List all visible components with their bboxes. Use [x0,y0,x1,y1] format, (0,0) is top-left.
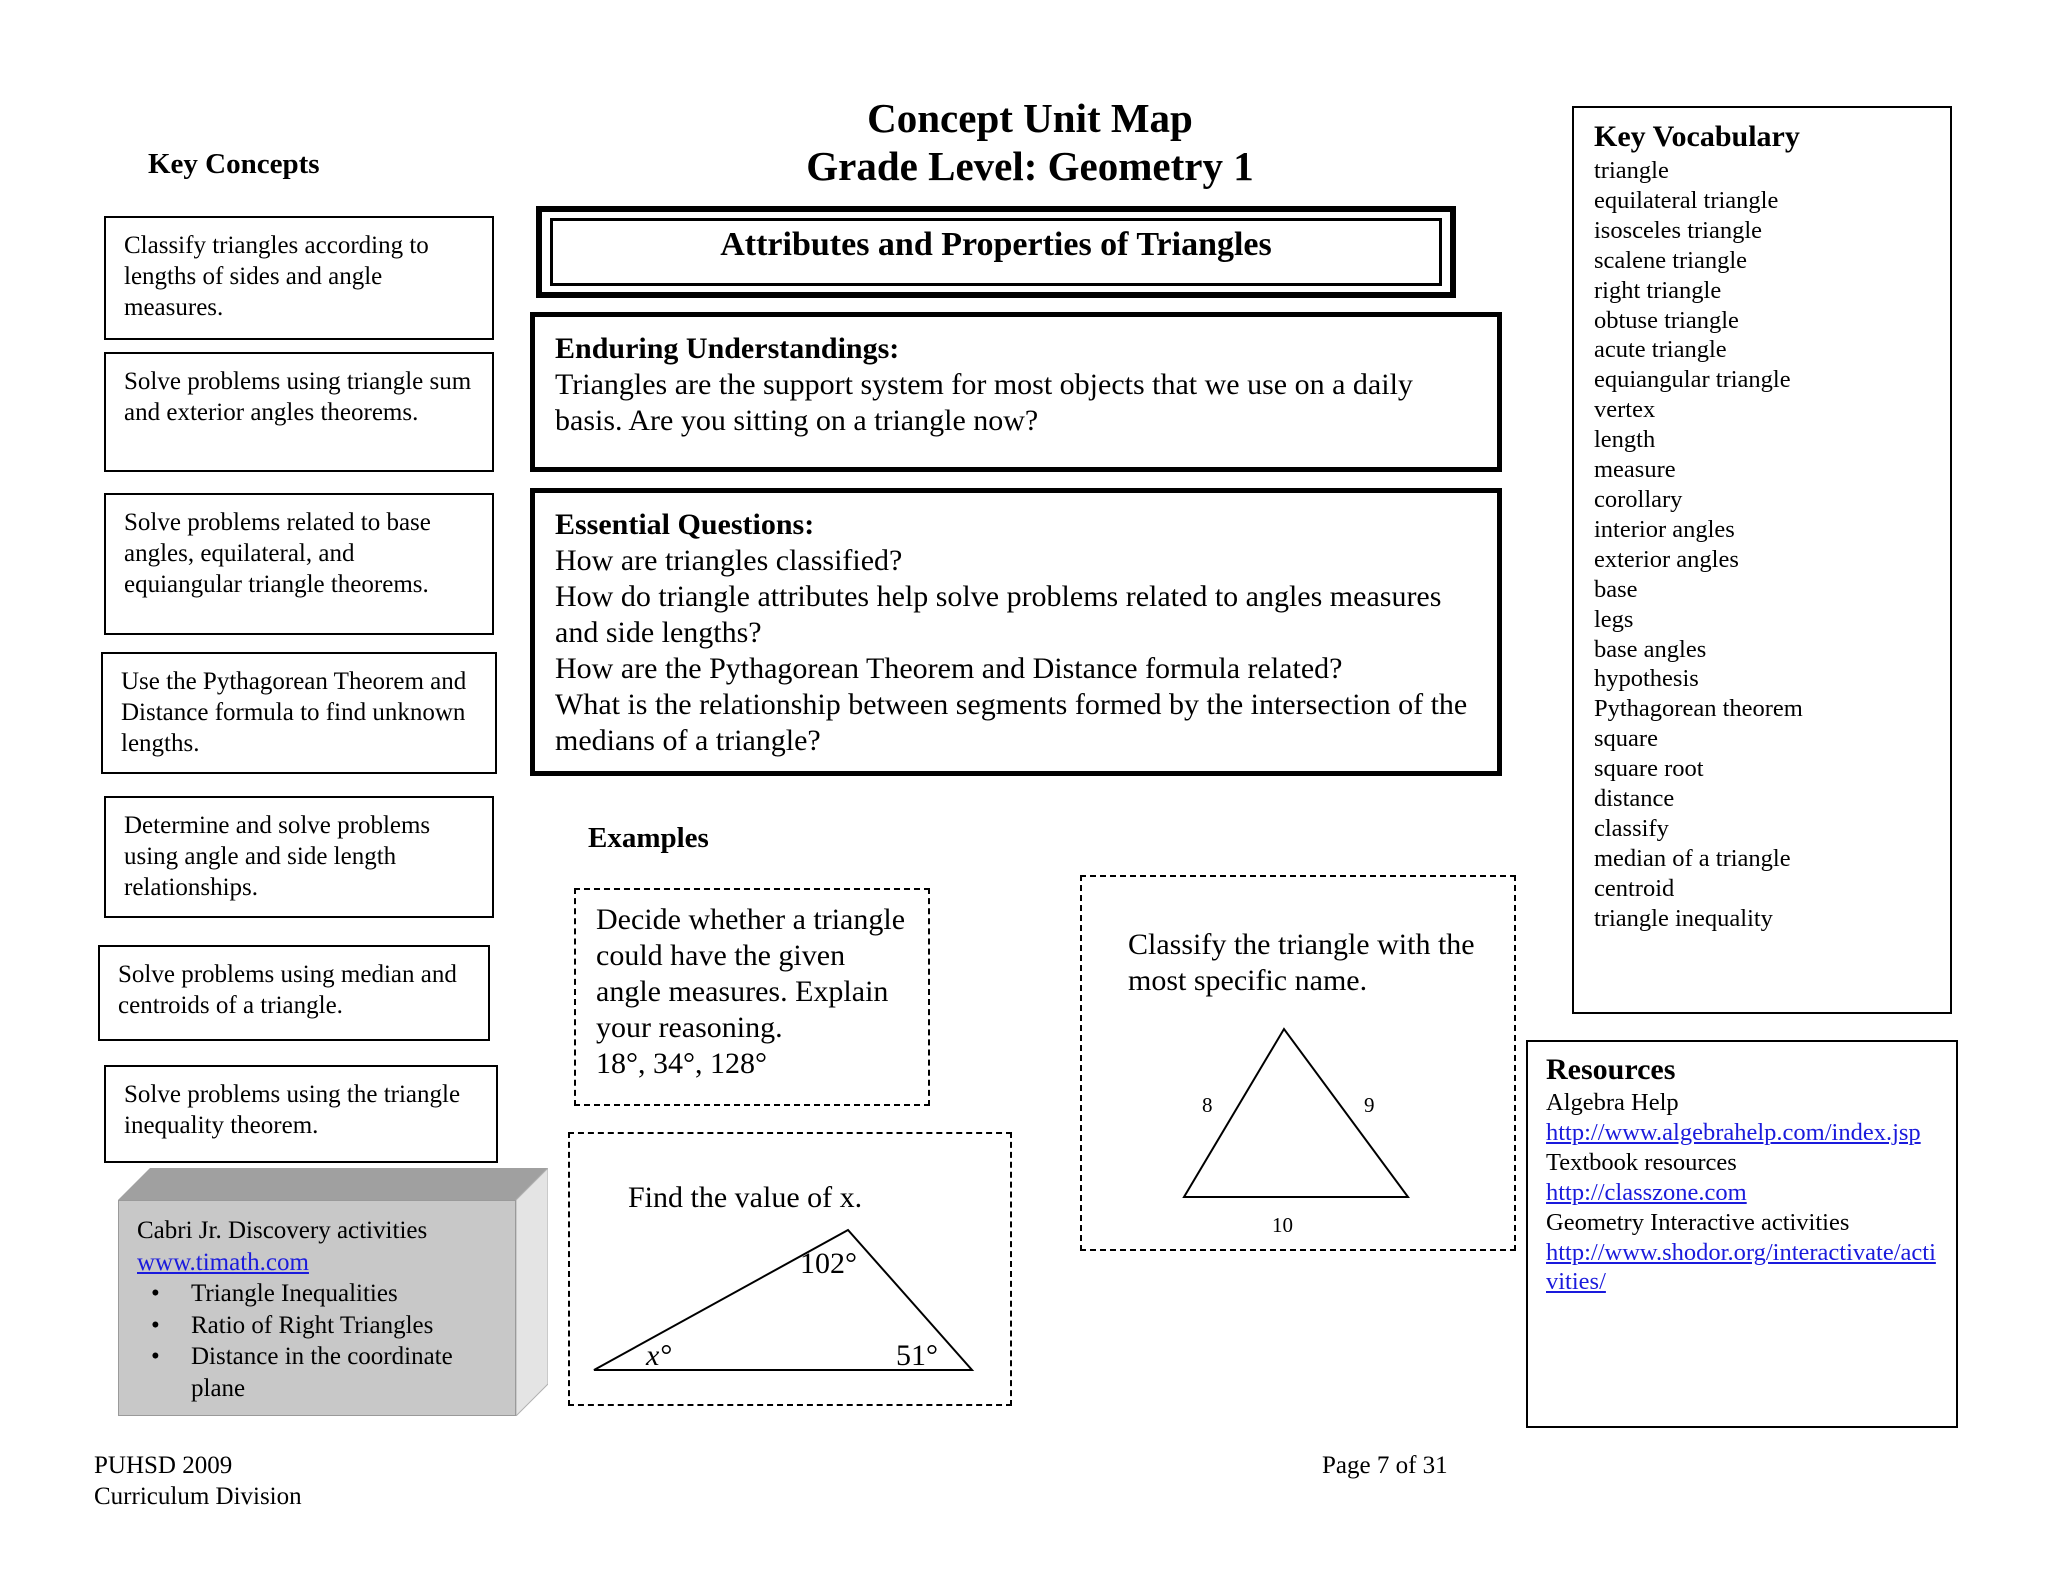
cabri-list [137,1278,497,1404]
enduring-understandings-box [530,312,1502,472]
vocabulary-term: measure [1594,456,1676,484]
example-angle-measures [574,888,930,1106]
question-3: How are the Pythagorean Theorem and Distance formula related? [555,652,1343,685]
enduring-text: Triangles are the support system for most objects that we use on a daily basis. Are you sitting on a triangle now? [555,368,1413,437]
key-concept-2: Solve problems using triangle sum and exterior angles theorems. [104,352,494,472]
list-item: • Ratio of Right Triangles [173,1310,497,1342]
vocabulary-term: Pythagorean theorem [1594,695,1803,723]
key-concept-7: Solve problems using the triangle inequality theorem. [104,1065,498,1163]
side-bottom-label: 10 [1272,1213,1293,1237]
key-concept-6: Solve problems using median and centroids of a triangle. [98,945,490,1041]
question-1: How are triangles classified? [555,544,903,577]
vocabulary-term: base [1594,575,1638,603]
list-item: • Triangle Inequalities [173,1278,497,1310]
vocabulary-term: square root [1594,755,1704,783]
vocabulary-term: base angles [1594,635,1707,663]
vocabulary-term: scalene triangle [1594,246,1748,274]
question-2: How do triangle attributes help solve problems related to angles measures and side lengths? [555,580,1442,649]
vocabulary-term: centroid [1594,874,1675,902]
essential-questions-box [530,488,1502,776]
examples-heading: Examples [588,822,709,854]
list-item: • Distance in the coordinate plane [173,1341,497,1404]
vocabulary-term: distance [1594,785,1675,813]
vocabulary-term: classify [1594,814,1669,842]
triangle-figure-x [570,1134,1010,1404]
key-concept-5: Determine and solve problems using angle and side length relationships. [104,796,494,918]
angle-102: 102° [800,1247,857,1280]
shodor-link[interactable]: http://www.shodor.org/interactivate/activities/ [1546,1238,1936,1296]
title-line-2: Grade Level: Geometry 1 [806,143,1254,189]
vocabulary-term: triangle inequality [1594,904,1773,932]
algebrahelp-link[interactable]: http://www.algebrahelp.com/index.jsp [1546,1118,1921,1146]
side-left-label: 8 [1202,1093,1213,1117]
vocabulary-term: acute triangle [1594,336,1727,364]
angle-51: 51° [896,1339,938,1372]
footer-division: Curriculum Division [94,1483,302,1510]
key-concept-3: Solve problems related to base angles, equilateral, and equiangular triangle theorems. [104,493,494,635]
resources-heading: Resources [1546,1053,1676,1086]
essential-heading: Essential Questions: [555,508,815,541]
example-2-text: Find the value of x. [628,1181,863,1214]
resources-box [1526,1040,1958,1428]
key-concept-4: Use the Pythagorean Theorem and Distance formula to find unknown lengths. [101,652,497,774]
side-right-label: 9 [1364,1093,1375,1117]
classzone-link[interactable]: http://classzone.com [1546,1178,1747,1206]
vocabulary-term: square [1594,725,1658,753]
key-concept-1: Classify triangles according to lengths of sides and angle measures. [104,216,494,340]
vocabulary-term: corollary [1594,485,1683,513]
page-title [680,94,1380,190]
timath-link[interactable]: www.timath.com [137,1248,309,1276]
example-3-text: Classify the triangle with the most specific name. [1128,928,1475,997]
vocabulary-term: obtuse triangle [1594,306,1739,334]
resource-textbook-label: Textbook resources [1546,1148,1737,1176]
key-concepts-heading: Key Concepts [148,148,320,180]
question-4: What is the relationship between segments formed by the intersection of the medians of a triangle? [555,688,1468,757]
vocabulary-term: legs [1594,605,1634,633]
example-1-text: Decide whether a triangle could have the given angle measures. Explain your reasoning. [596,903,906,1044]
vocabulary-term: isosceles triangle [1594,216,1763,244]
vocabulary-list [1594,156,1930,934]
cabri-title: Cabri Jr. Discovery activities [137,1217,428,1244]
footer-left [94,1450,302,1512]
example-find-x [568,1132,1012,1406]
resource-algebra-label: Algebra Help [1546,1089,1679,1116]
vocabulary-term: right triangle [1594,276,1722,304]
title-line-1: Concept Unit Map [867,95,1193,141]
vocabulary-term: length [1594,426,1656,454]
footer-org: PUHSD 2009 [94,1452,233,1479]
cabri-callout [118,1168,548,1416]
triangle-figure-classify [1082,877,1514,1249]
angle-x: x° [646,1339,672,1372]
vocabulary-term: exterior angles [1594,545,1739,573]
vocabulary-term: triangle [1594,157,1669,184]
page-number: Page 7 of 31 [1322,1452,1448,1479]
vocabulary-heading: Key Vocabulary [1594,120,1800,153]
vocabulary-term: equiangular triangle [1594,366,1791,394]
vocabulary-term: equilateral triangle [1594,186,1779,214]
topic-banner-title: Attributes and Properties of Triangles [550,218,1442,286]
vocabulary-term: median of a triangle [1594,844,1791,872]
resource-geometry-label: Geometry Interactive activities [1546,1208,1850,1236]
topic-banner [536,206,1456,298]
vocabulary-term: interior angles [1594,515,1735,543]
enduring-heading: Enduring Understandings: [555,332,900,365]
callout-front [118,1200,516,1416]
example-1-angles: 18°, 34°, 128° [596,1047,767,1080]
vocabulary-term: hypothesis [1594,665,1699,693]
key-vocabulary-box [1572,106,1952,1014]
vocabulary-term: vertex [1594,396,1656,424]
example-classify [1080,875,1516,1251]
